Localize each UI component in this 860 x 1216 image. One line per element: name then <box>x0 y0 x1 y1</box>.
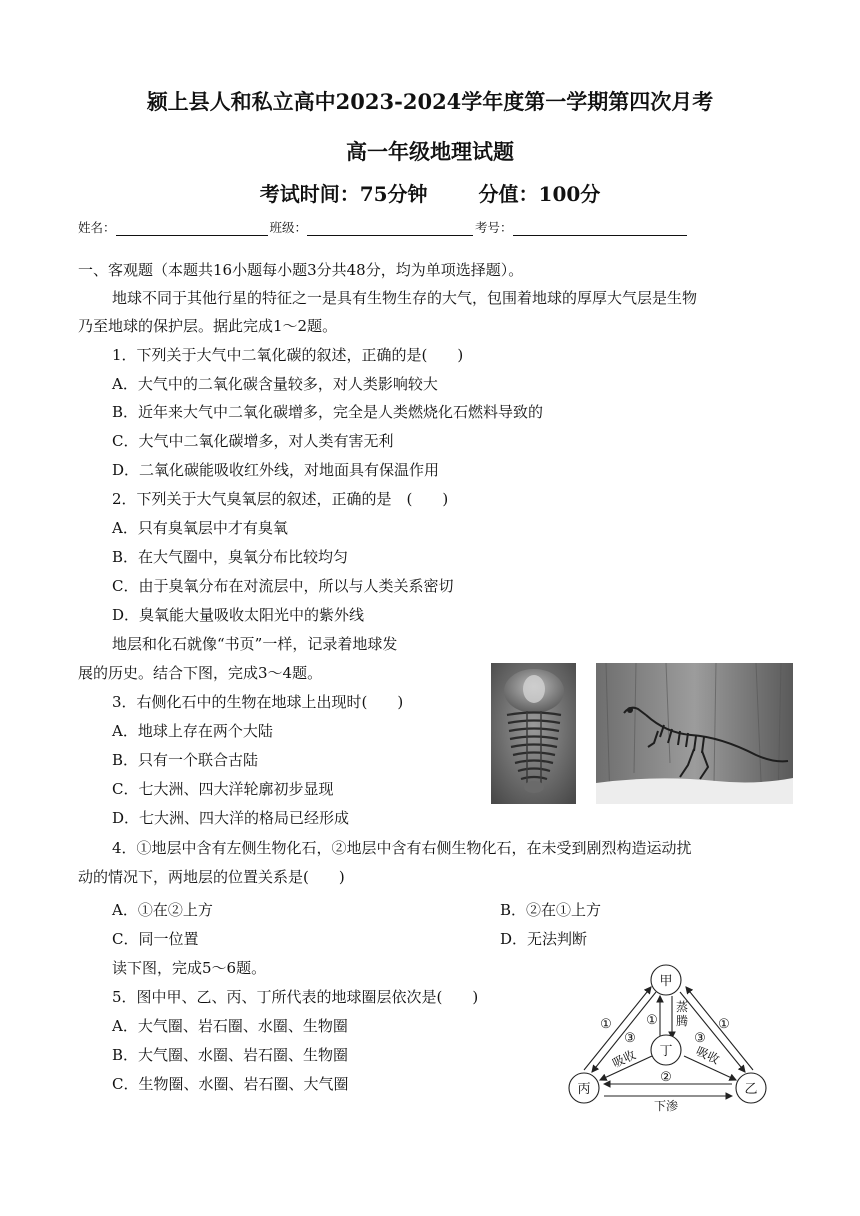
section-heading: 一、客观题（本题共16小题每小题3分共48分，均为单项选择题）。 <box>78 261 524 279</box>
node-jia: 甲 <box>659 974 673 989</box>
exam-score: 分值：100分 <box>478 182 601 206</box>
label-2: ② <box>660 1070 672 1085</box>
option-text: C．大气中二氧化碳增多，对人类有害无利 <box>112 432 394 450</box>
label-xishou: 吸收 <box>693 1043 722 1067</box>
node-yi: 乙 <box>744 1082 758 1097</box>
intro-paragraph-line: 地层和化石就像“书页”一样，记录着地球发 <box>112 635 398 653</box>
label-3: ③ <box>694 1031 706 1046</box>
student-info-row <box>78 218 689 236</box>
label-1: ① <box>718 1017 730 1032</box>
option-text: B．大气圈、水圈、岩石圈、生物圈 <box>112 1046 349 1064</box>
name-field[interactable] <box>116 221 268 236</box>
intro-paragraph-line: 地球不同于其他行星的特征之一是具有生物生存的大气，包围着地球的厚厚大气层是生物 <box>112 289 698 307</box>
question-stem: 1．下列关于大气中二氧化碳的叙述，正确的是( ) <box>112 346 464 364</box>
question-stem: 3．右侧化石中的生物在地球上出现时( ) <box>112 693 404 711</box>
exam-time: 考试时间：75分钟 <box>259 182 428 206</box>
label-1: ① <box>646 1013 658 1028</box>
exam-title: 颍上县人和私立高中2023-2024学年度第一学期第四次月考 <box>146 89 714 114</box>
class-label: 班级： <box>269 220 308 235</box>
intro-paragraph-line: 展的历史。结合下图，完成3～4题。 <box>78 664 323 682</box>
label-zhengteng: 蒸腾 <box>676 1000 689 1028</box>
trilobite-fossil-image <box>491 663 576 804</box>
question-stem: 2．下列关于大气臭氧层的叙述，正确的是 ( ) <box>112 490 449 508</box>
option-text: A．地球上存在两个大陆 <box>112 722 273 740</box>
question-stem: 4．①地层中含有左侧生物化石，②地层中含有右侧生物化石，在未受到剧烈构造运动扰 <box>112 839 692 857</box>
option-text: C．同一位置 <box>112 930 199 948</box>
node-bing: 丙 <box>577 1082 591 1097</box>
option-text: A．只有臭氧层中才有臭氧 <box>112 519 288 537</box>
option-text: B．只有一个联合古陆 <box>112 751 259 769</box>
option-text: C．七大洲、四大洋轮廓初步显现 <box>112 780 334 798</box>
option-text: D．臭氧能大量吸收太阳光中的紫外线 <box>112 606 365 624</box>
option-text: C．生物圈、水圈、岩石圈、大气圈 <box>112 1075 349 1093</box>
number-field[interactable] <box>513 221 687 236</box>
option-text: A．①在②上方 <box>112 901 213 919</box>
question-stem: 动的情况下，两地层的位置关系是( ) <box>78 868 345 886</box>
option-text: B．近年来大气中二氧化碳增多，完全是人类燃烧化石燃料导致的 <box>112 403 544 421</box>
dinosaur-fossil-image <box>596 663 793 804</box>
option-text: D．七大洲、四大洋的格局已经形成 <box>112 809 350 827</box>
option-text: A．大气圈、岩石圈、水圈、生物圈 <box>112 1017 348 1035</box>
option-text: C．由于臭氧分布在对流层中，所以与人类关系密切 <box>112 577 454 595</box>
intro-paragraph-line: 读下图，完成5～6题。 <box>112 959 267 977</box>
option-text: B．在大气圈中，臭氧分布比较均匀 <box>112 548 349 566</box>
name-label: 姓名： <box>78 220 116 235</box>
label-xiashen: 下渗 <box>654 1099 679 1112</box>
question-stem: 5．图中甲、乙、丙、丁所代表的地球圈层依次是( ) <box>112 988 479 1006</box>
exam-meta <box>0 178 860 207</box>
intro-paragraph-line: 乃至地球的保护层。据此完成1～2题。 <box>78 317 338 335</box>
node-ding: 丁 <box>659 1044 673 1059</box>
label-1: ① <box>600 1017 612 1032</box>
class-field[interactable] <box>307 221 473 236</box>
exam-subtitle: 高一年级地理试题 <box>346 139 514 164</box>
option-text: B．②在①上方 <box>500 901 602 919</box>
option-text: A．大气中的二氧化碳含量较多，对人类影响较大 <box>112 375 438 393</box>
option-text: D．二氧化碳能吸收红外线，对地面具有保温作用 <box>112 461 440 479</box>
label-3: ③ <box>624 1031 636 1046</box>
option-text: D．无法判断 <box>500 930 588 948</box>
sphere-cycle-diagram <box>556 962 784 1112</box>
label-xishou: 吸收 <box>610 1047 638 1071</box>
number-label: 考号： <box>475 220 513 235</box>
